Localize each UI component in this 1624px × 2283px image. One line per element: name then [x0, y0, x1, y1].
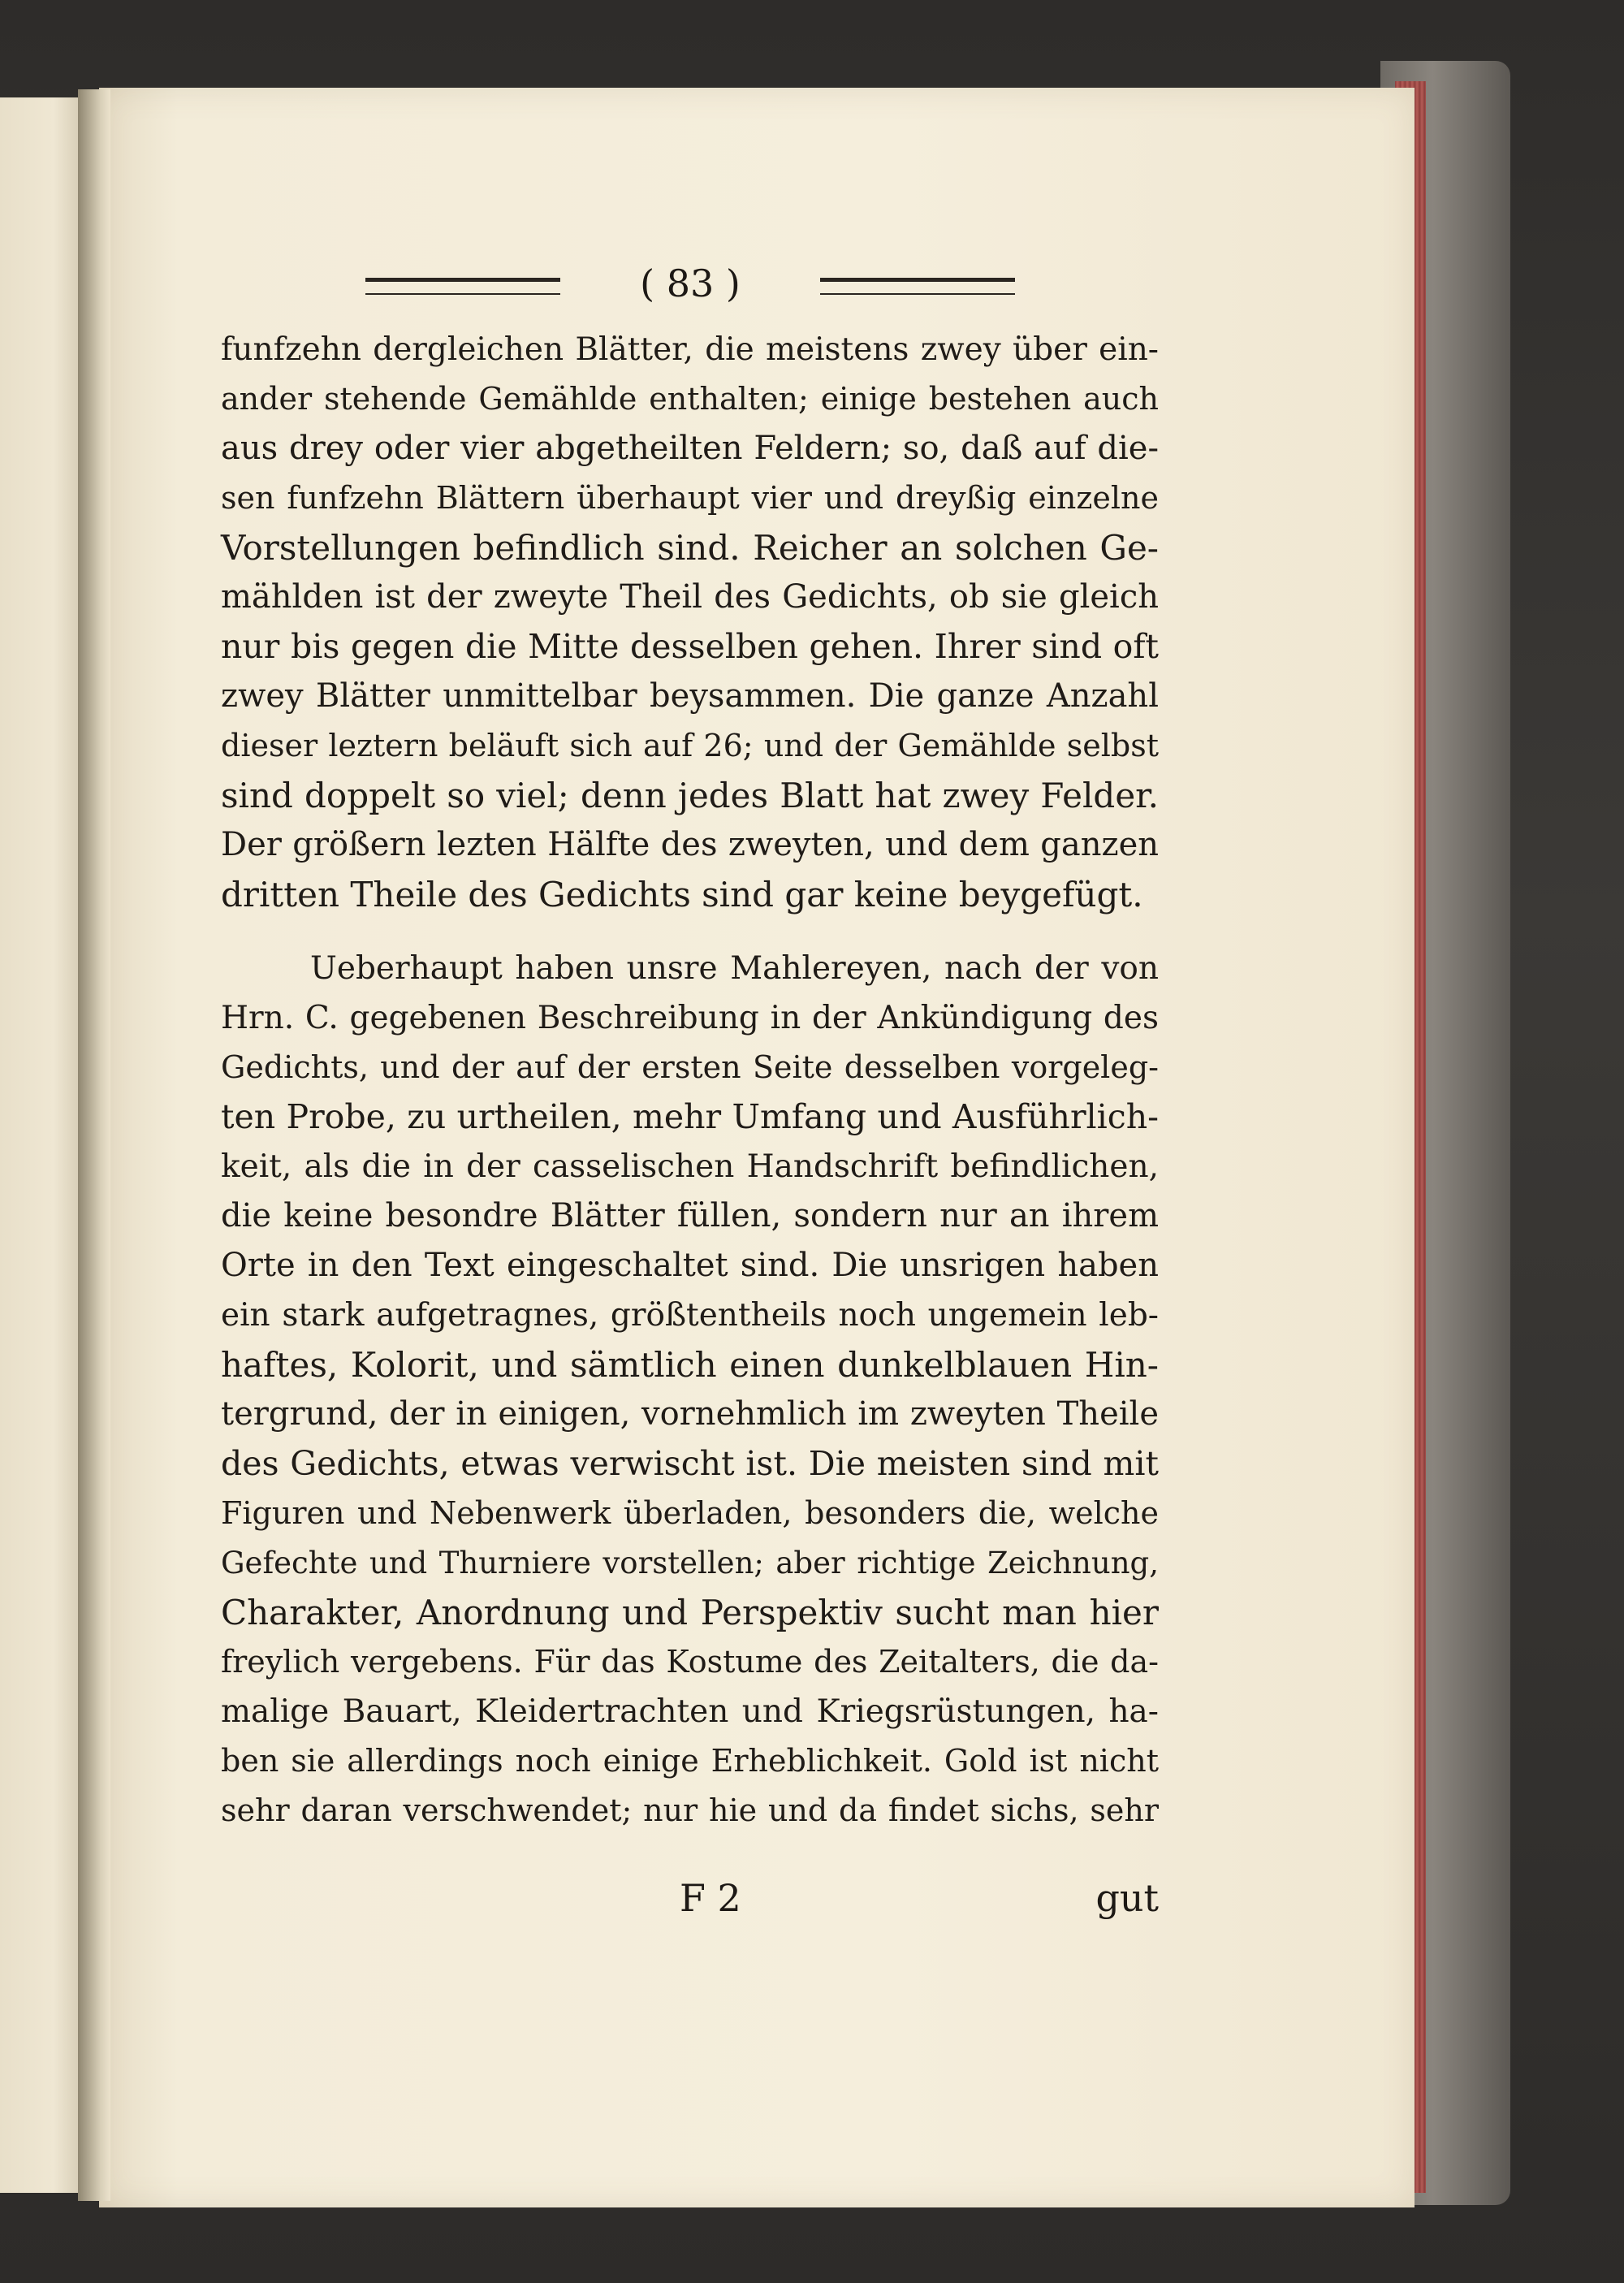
text-line: ander stehende Gemählde enthalten; einige bestehen auch	[221, 381, 1159, 417]
text-line: funfzehn dergleichen Blätter, die meistens zwey über ein-	[221, 331, 1159, 368]
text-line: des Gedichts, etwas verwischt ist. Die meisten sind mit	[221, 1444, 1159, 1483]
text-line: ben sie allerdings noch einige Erheblichkeit. Gold ist nicht	[221, 1743, 1159, 1779]
text-line: malige Bauart, Kleidertrachten und Kriegsrüstungen, ha-	[221, 1693, 1159, 1730]
book-gutter	[78, 89, 110, 2201]
text-line: die keine besondre Blätter füllen, sondern nur an ihrem	[221, 1197, 1159, 1234]
text-line: mählden ist der zweyte Theil des Gedichts, ob sie gleich	[221, 578, 1159, 616]
text-line: sehr daran verschwendet; nur hie und da findet sichs, sehr	[221, 1792, 1159, 1828]
text-line: Hrn. C. gegebenen Beschreibung in der Ankündigung des	[221, 1000, 1159, 1036]
text-line: Gedichts, und der auf der ersten Seite desselben vorgeleg-	[221, 1049, 1159, 1085]
page-footer	[221, 1876, 1159, 1925]
text-line: Charakter, Anordnung und Perspektiv sucht man hier	[221, 1593, 1159, 1632]
text-line: ten Probe, zu urtheilen, mehr Umfang und Ausführlich-	[221, 1097, 1159, 1136]
text-line: Gefechte und Thurniere vorstellen; aber richtige Zeichnung,	[221, 1546, 1159, 1580]
text-line: tergrund, der in einigen, vornehmlich im zweyten Theile	[221, 1395, 1159, 1433]
text-line: sind doppelt so viel; denn jedes Blatt hat zwey Felder.	[221, 776, 1159, 815]
text-line: Figuren und Nebenwerk überladen, besonders die, welche	[221, 1495, 1159, 1531]
body-text	[221, 325, 1159, 1835]
text-line: dieser leztern beläuft sich auf 26; und der Gemählde selbst	[221, 728, 1159, 763]
paragraph-1	[221, 325, 1159, 919]
text-line: ein stark aufgetragnes, größtentheils noch ungemein leb-	[221, 1297, 1159, 1334]
text-line: sen funfzehn Blättern überhaupt vier und dreyßig einzelne	[221, 480, 1159, 516]
header-rule-right	[820, 278, 1015, 295]
catchword: gut	[1095, 1876, 1159, 1920]
text-line: keit, als die in der casselischen Handschrift befindlichen,	[221, 1148, 1159, 1185]
page-header	[365, 262, 1015, 310]
text-line: dritten Theile des Gedichts sind gar keine beygefügt.	[221, 875, 1143, 914]
text-line: Ueberhaupt haben unsre Mahlereyen, nach der von	[310, 950, 1159, 987]
signature-mark: F 2	[680, 1876, 741, 1920]
paragraph-gap	[221, 919, 1159, 944]
text-line: zwey Blätter unmittelbar beysammen. Die ganze Anzahl	[221, 677, 1159, 715]
paragraph-2	[221, 944, 1159, 1835]
text-line: nur bis gegen die Mitte desselben gehen. Ihrer sind oft	[221, 627, 1159, 666]
text-line: freylich vergebens. Für das Kostume des Zeitalters, die da-	[221, 1644, 1159, 1680]
page-number: ( 83 )	[640, 262, 741, 305]
text-line: Der größern lezten Hälfte des zweyten, und dem ganzen	[221, 826, 1159, 863]
text-line: aus drey oder vier abgetheilten Feldern; so, daß auf die-	[221, 430, 1159, 467]
text-line: Vorstellungen befindlich sind. Reicher an solchen Ge-	[221, 528, 1159, 568]
text-line: Orte in den Text eingeschaltet sind. Die unsrigen haben	[221, 1247, 1159, 1284]
text-line: haftes, Kolorit, und sämtlich einen dunkelblauen Hin-	[221, 1345, 1159, 1385]
